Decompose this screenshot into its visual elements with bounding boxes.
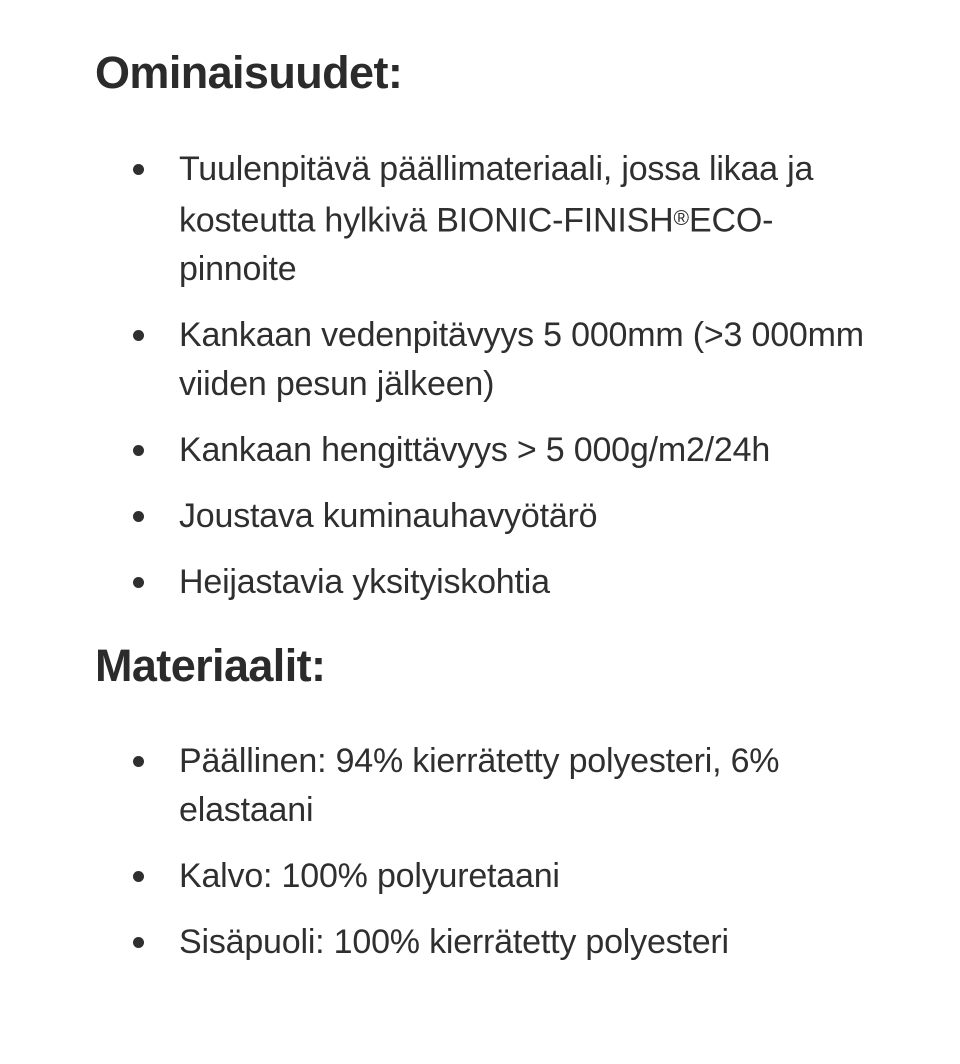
list-item-text: Sisäpuoli: 100% kierrätetty polyesteri <box>179 923 729 962</box>
list-item-text: Heijastavia yksityiskohtia <box>179 563 550 602</box>
list-item <box>0 311 870 409</box>
bullet-point-icon <box>133 164 144 175</box>
bullet-point-icon <box>133 871 144 882</box>
list-item-text: Joustava kuminauhavyötärö <box>179 497 598 536</box>
bullet-point-icon <box>133 445 144 456</box>
list-item <box>0 852 870 901</box>
list-item <box>0 558 870 607</box>
list-item-text: Päällinen: 94% kierrätetty polyesteri, 6% elastaani <box>179 742 780 830</box>
materials-heading: Materiaalit: <box>95 640 326 692</box>
bullet-point-icon <box>133 511 144 522</box>
materials-section <box>0 607 960 967</box>
list-item <box>0 426 870 475</box>
features-heading: Ominaisuudet: <box>95 47 403 98</box>
list-item <box>0 492 870 541</box>
list-item <box>0 737 870 835</box>
bullet-point-icon <box>133 330 144 341</box>
list-item <box>0 918 870 967</box>
list-item-text: Kankaan hengittävyys > 5 000g/m2/24h <box>179 431 771 470</box>
list-item <box>0 145 870 294</box>
bullet-point-icon <box>133 756 144 767</box>
list-item-text <box>179 145 870 294</box>
features-bullet-list <box>0 100 960 607</box>
bullet-point-icon <box>133 937 144 948</box>
list-item-text: Kankaan vedenpitävyys 5 000mm (>3 000mm viiden pesun jälkeen) <box>179 316 864 404</box>
list-item-text-part-1: Tuulenpitävä päällimateriaali, jossa likaa ja kosteutta hylkivä BIONIC-FINISH <box>179 150 814 240</box>
list-item-text: Kalvo: 100% polyuretaani <box>179 857 560 896</box>
list-item-text-part-2: ECO-pinnoite <box>179 201 774 289</box>
bullet-point-icon <box>133 577 144 588</box>
materials-bullet-list <box>0 693 960 967</box>
registered-trademark-icon: ® <box>673 207 690 230</box>
